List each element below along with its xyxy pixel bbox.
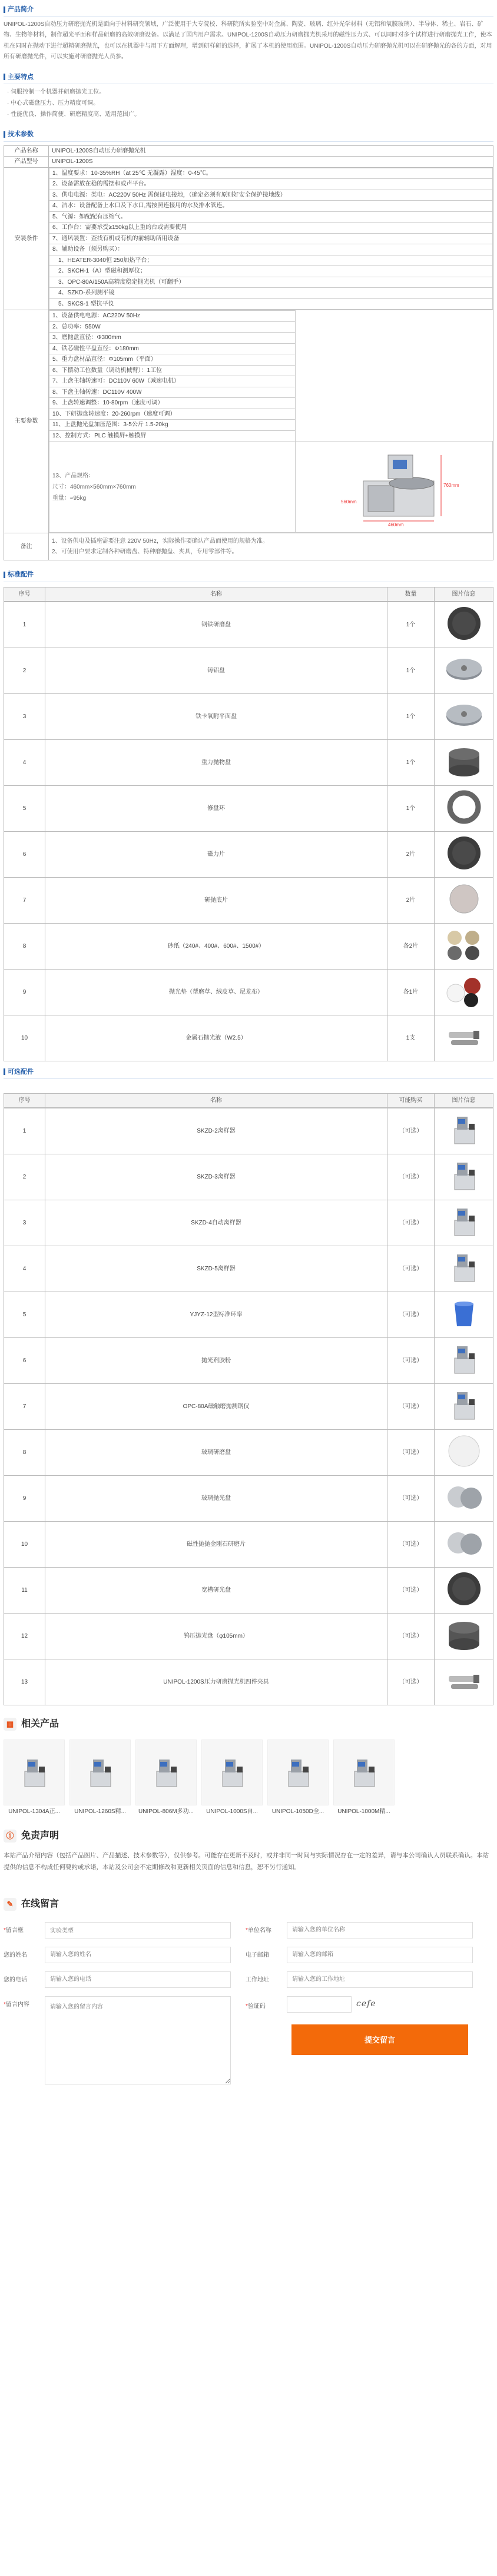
optional-accessories-table	[4, 1093, 493, 1108]
env-line: 1、温度要求：10-35%RH（at 25℃ 无凝露）湿度：0-45℃。	[49, 168, 493, 179]
heading-bar	[4, 572, 5, 578]
machine-picture	[445, 1249, 483, 1286]
row-name: 铁卡氧附平面盘	[45, 693, 387, 739]
note-line: 1、设备供电及插座需要注意 220V 50Hz，实际操作要确认产品而使用的规格为准。	[52, 537, 269, 545]
row-no: 9	[4, 1476, 45, 1522]
col-no: 序号	[4, 1094, 45, 1108]
env-line: 4、SZKD-系列测平镜	[49, 288, 493, 299]
related-product-image[interactable]	[69, 1740, 131, 1805]
row-qty: 1支	[387, 1015, 435, 1061]
disclaimer-heading	[4, 1824, 493, 1848]
related-product-card[interactable]	[333, 1740, 395, 1816]
row-qty: （可选）	[387, 1246, 435, 1292]
field-label: *留言框	[4, 1927, 24, 1934]
dark-disc-picture	[445, 1570, 483, 1608]
optional-accessories-body	[4, 1108, 493, 1705]
row-no: 1	[4, 602, 45, 648]
row-qty: 2片	[387, 877, 435, 923]
related-product-card[interactable]	[201, 1740, 263, 1816]
machine-dimension-illustration	[329, 444, 459, 527]
row-name: 研抛底片	[45, 877, 387, 923]
env-line: 4、洁水：设备配备上水口及下水口,需按照连接用的水及排水管连。	[49, 201, 493, 212]
main-line: 4、铁芯磁性平盘直径：Φ180mm	[49, 343, 296, 354]
machine-picture	[81, 1754, 119, 1791]
env-line: 2、SKCH-1（A）型磁和测厚仪；	[49, 266, 493, 277]
row-no: 12	[4, 1614, 45, 1659]
row-name: 重力抛物盘	[45, 739, 387, 785]
table-row	[4, 739, 493, 785]
table-row	[4, 145, 493, 157]
main-blank	[296, 311, 493, 441]
row-image	[435, 693, 493, 739]
machine-picture	[445, 1157, 483, 1194]
table-row	[4, 1338, 493, 1384]
row-qty: （可选）	[387, 1200, 435, 1246]
row-name: UNIPOL-1200S压力研磨抛光机四件夹具	[45, 1659, 387, 1705]
related-product-card[interactable]	[69, 1740, 131, 1816]
message-icon: ✎	[4, 1898, 16, 1911]
dim-height: 760mm	[443, 482, 459, 488]
dark-cyl-picture	[445, 742, 483, 780]
message-heading	[4, 1893, 493, 1916]
message-title: 在线留言	[21, 1898, 59, 1909]
discs3-picture	[445, 972, 483, 1010]
row-name: 钨压抛光盘（φ105mm）	[45, 1614, 387, 1659]
row-qty: 1个	[387, 785, 435, 831]
phone-field[interactable]	[45, 1971, 231, 1988]
main-line: 8、下盘主轴转速：DC110V 400W	[49, 387, 296, 398]
heading-bar	[4, 6, 5, 13]
main-line: 5、重力盘材晶直径：Φ105mm（平面）	[49, 354, 296, 366]
table-row	[4, 1200, 493, 1246]
related-product-card[interactable]	[4, 1740, 65, 1816]
row-no: 2	[4, 648, 45, 693]
spec-label: 产品型号	[4, 157, 49, 168]
env-line: 7、通风装置：查找有机或有机的前辅助所用设备	[49, 233, 493, 244]
col-name: 名称	[45, 587, 387, 601]
row-qty: （可选）	[387, 1338, 435, 1384]
row-name: SKZD-3离样器	[45, 1154, 387, 1200]
row-no: 4	[4, 1246, 45, 1292]
table-row	[4, 1154, 493, 1200]
machine-picture	[15, 1754, 53, 1791]
row-name: SKZD-4自动离样器	[45, 1200, 387, 1246]
machine-picture	[213, 1754, 251, 1791]
row-qty: （可选）	[387, 1522, 435, 1568]
feature-item: · 性能优良、操作简便、研磨精度高、适用范围广。	[7, 111, 141, 118]
related-products	[4, 1736, 493, 1820]
row-name: OPC-80A磁触磨抛测钢仪	[45, 1384, 387, 1430]
row-name: 砂纸（240#、400#、600#、1500#）	[45, 923, 387, 969]
dims-figure-cell	[296, 441, 493, 533]
env-line: 8、辅助设备（须另购买）：	[49, 244, 493, 255]
spec-value: UNIPOL-1200S	[49, 157, 493, 168]
spec-label: 备注	[4, 533, 49, 560]
row-no: 6	[4, 1338, 45, 1384]
row-no: 7	[4, 877, 45, 923]
row-image	[435, 1338, 493, 1384]
row-image	[435, 1015, 493, 1061]
env-line: 1、HEATER-3040恒 250加热平台；	[49, 255, 493, 266]
main-line: 1、设备供电电源：AC220V 50Hz	[49, 311, 296, 322]
col-qty: 数量	[387, 587, 435, 601]
row-qty: （可选）	[387, 1568, 435, 1614]
grey-disc-picture	[445, 696, 483, 734]
row-no: 10	[4, 1015, 45, 1061]
standard-heading	[4, 567, 493, 582]
row-name: 抛光剂胶粉	[45, 1338, 387, 1384]
row-image	[435, 1108, 493, 1154]
optional-heading	[4, 1065, 493, 1080]
spec-label: 主要参数	[4, 310, 49, 533]
env-line: 6、工作台：需要承受≥150kg以上重的台或需要使用	[49, 223, 493, 234]
product-detail	[0, 2, 497, 2084]
captcha-field[interactable]	[287, 1996, 352, 2013]
row-name: 宽槽研光盘	[45, 1568, 387, 1614]
row-no: 7	[4, 1384, 45, 1430]
row-name: 玻璃研磨盘	[45, 1430, 387, 1476]
email-field[interactable]	[287, 1947, 473, 1963]
row-no: 8	[4, 923, 45, 969]
spec-label: 安装条件	[4, 167, 49, 310]
heading-bar	[4, 131, 5, 138]
row-name: 玻璃抛光盘	[45, 1476, 387, 1522]
row-name: 钢铁研磨盘	[45, 602, 387, 648]
env-line: 5、SKCS-1 型抗平仪	[49, 298, 493, 310]
row-no: 1	[4, 1108, 45, 1154]
row-image	[435, 877, 493, 923]
row-no: 6	[4, 831, 45, 877]
machine-picture	[445, 1111, 483, 1148]
row-qty: 1个	[387, 602, 435, 648]
main-line: 12、控制方式：PLC 触摸屏+触摸屏	[49, 430, 296, 441]
col-img: 图片信息	[435, 587, 493, 601]
discs4-picture	[445, 926, 483, 964]
related-product-image[interactable]	[4, 1740, 65, 1805]
dims-line: 尺寸：460mm×560mm×760mm	[52, 483, 136, 490]
main-line: 6、下摆动工位数量（调动机械臂）：1工位	[49, 365, 296, 376]
row-name: 铸铝盘	[45, 648, 387, 693]
env-cell	[49, 167, 493, 310]
row-image	[435, 648, 493, 693]
machine-picture	[279, 1754, 317, 1791]
row-qty: 1个	[387, 648, 435, 693]
grid-icon: ▦	[4, 1718, 16, 1731]
features-heading-text: 主要特点	[8, 73, 34, 81]
notes-cell	[49, 533, 493, 560]
row-qty: （可选）	[387, 1154, 435, 1200]
table-row	[4, 648, 493, 693]
row-name: 抛光垫（帮磨草、绒皮草、尼龙布）	[45, 969, 387, 1015]
related-product-name[interactable]: UNIPOL-1050D全...	[271, 1808, 324, 1815]
main-line: 11、上盘抛光盘加压范围：3-5公斤 1.5-20kg	[49, 420, 296, 431]
row-qty: （可选）	[387, 1384, 435, 1430]
note-line: 2、可使用户要求定制各种研磨盘、特种磨抛盘、夹具，专用零部件等。	[52, 548, 238, 555]
row-image	[435, 969, 493, 1015]
silver-disc-picture	[445, 880, 483, 918]
white-disc-picture	[445, 1432, 483, 1470]
dims-line: 13、产品规格：	[52, 472, 95, 479]
table-row	[4, 602, 493, 648]
intro-heading	[4, 2, 493, 17]
table-row	[4, 1659, 493, 1705]
spec-label: 产品名称	[4, 145, 49, 157]
table-row	[4, 1108, 493, 1154]
field-label: *留言内容	[4, 2001, 29, 2008]
table-row	[4, 1384, 493, 1430]
row-no: 5	[4, 1292, 45, 1338]
discs2-picture	[445, 1524, 483, 1562]
row-image	[435, 1246, 493, 1292]
related-product-image[interactable]	[267, 1740, 329, 1805]
tech-heading	[4, 127, 493, 142]
main-table	[49, 310, 493, 533]
table-row	[4, 310, 493, 533]
features-heading	[4, 70, 493, 85]
related-product-name[interactable]: UNIPOL-806M多功...	[138, 1808, 194, 1815]
row-name: SKZD-5离样器	[45, 1246, 387, 1292]
row-qty: 1个	[387, 739, 435, 785]
dark-cyl-picture	[445, 1616, 483, 1654]
row-image	[435, 1200, 493, 1246]
row-no: 5	[4, 785, 45, 831]
tech-heading-text: 技术参数	[8, 131, 34, 138]
field-label: *验证码	[246, 2003, 266, 2010]
col-opt: 可能购买	[387, 1094, 435, 1108]
machine-picture	[445, 1386, 483, 1424]
row-name: 金属石抛光液（W2.5）	[45, 1015, 387, 1061]
col-img: 图片信息	[435, 1094, 493, 1108]
discs2-picture	[445, 1478, 483, 1516]
row-no: 8	[4, 1430, 45, 1476]
table-row	[4, 1246, 493, 1292]
intro-text: UNIPOL-1200S自动压力研磨抛光机是面向于材料研究领域，广泛使用于大专院校、科研院所实验室中对金属、陶瓷、玻璃、红外光学材料（无铝和氧膜玻璃）、半导体、稀土、岩石、矿物、生物等材料，制作超光平面和样品研磨的高效研磨设备。以满足了国内用户需求。UNIPOL-1200S自动压力研磨抛光机采用的磁性压力式、可以同时对多个试样进行研磨抛光工作，使本机在同时在抛动下进行超精研磨抛光，也可以在机器中与用下方面解理，增到研样研的选择，扩展了本机的使用范围。UNIPOL-1200S自动压力研磨抛光机可以在研磨抛光的各的方面，对用所有研磨抛光件，可以实施对研磨抛光人员参。	[4, 21, 492, 60]
env-line: 3、OPC-80A/150A高精度稳定抛光机（可翻手）	[49, 277, 493, 288]
env-line: 2、设备需放在稳的需摆和或声平台。	[49, 179, 493, 190]
row-qty: （可选）	[387, 1430, 435, 1476]
related-product-image[interactable]	[201, 1740, 263, 1805]
row-no: 9	[4, 969, 45, 1015]
related-product-card[interactable]	[267, 1740, 329, 1816]
field-label: 您的姓名	[4, 1951, 27, 1958]
table-header-row	[4, 1094, 493, 1108]
dims-line: 重量：≈95kg	[52, 494, 87, 502]
col-no: 序号	[4, 587, 45, 601]
info-icon: ⓘ	[4, 1830, 16, 1843]
row-no: 3	[4, 1200, 45, 1246]
related-product-image[interactable]	[333, 1740, 395, 1805]
row-image	[435, 1154, 493, 1200]
field-label: 电子邮箱	[246, 1951, 269, 1958]
table-header-row	[4, 587, 493, 601]
table-row	[4, 969, 493, 1015]
main-cell	[49, 310, 493, 533]
row-no: 10	[4, 1522, 45, 1568]
table-row	[4, 693, 493, 739]
row-image	[435, 1659, 493, 1705]
related-product-name[interactable]: UNIPOL-1000S自...	[206, 1808, 258, 1815]
related-product-card[interactable]	[135, 1740, 197, 1816]
machine-picture	[345, 1754, 383, 1791]
dark-disc-picture	[445, 834, 483, 872]
machine-picture	[147, 1754, 185, 1791]
row-qty: （可选）	[387, 1614, 435, 1659]
related-heading	[4, 1712, 493, 1736]
related-product-image[interactable]	[135, 1740, 197, 1805]
dim-depth: 560mm	[341, 499, 357, 504]
table-row	[4, 1015, 493, 1061]
env-table	[49, 168, 493, 310]
table-row	[4, 1476, 493, 1522]
row-qty: 2片	[387, 831, 435, 877]
row-image	[435, 739, 493, 785]
row-no: 4	[4, 739, 45, 785]
env-line: 5、气源：如配配有压缩气。	[49, 211, 493, 223]
related-title: 相关产品	[21, 1719, 59, 1729]
table-row	[4, 831, 493, 877]
address-field[interactable]	[287, 1971, 473, 1988]
captcha-image[interactable]: cefe	[356, 1999, 376, 2009]
table-row	[4, 157, 493, 168]
main-line: 10、下研抛盘转速度：20-260rpm（速度可调）	[49, 409, 296, 420]
row-no: 3	[4, 693, 45, 739]
field-label: 您的电话	[4, 1976, 27, 1983]
row-image	[435, 602, 493, 648]
row-image	[435, 1568, 493, 1614]
main-line: 9、上盘转速调整：10-80rpm（速度可调）	[49, 398, 296, 409]
row-qty: 1个	[387, 693, 435, 739]
row-qty: （可选）	[387, 1292, 435, 1338]
message-form	[4, 1922, 493, 2084]
row-image	[435, 1292, 493, 1338]
intro-heading-text: 产品简介	[8, 6, 34, 13]
main-line: 7、上盘主轴转速可：DC110V 60W（减速电机）	[49, 376, 296, 387]
table-row	[4, 1568, 493, 1614]
name-field[interactable]	[45, 1947, 231, 1963]
standard-accessories-body	[4, 602, 493, 1061]
col-name: 名称	[45, 1094, 387, 1108]
tube-picture	[445, 1662, 483, 1699]
row-no: 2	[4, 1154, 45, 1200]
dark-disc-picture	[445, 605, 483, 642]
row-image	[435, 1522, 493, 1568]
row-image	[435, 1476, 493, 1522]
disclaimer-title: 免责声明	[21, 1831, 59, 1841]
table-row	[4, 1292, 493, 1338]
table-row	[4, 785, 493, 831]
related-product-name[interactable]: UNIPOL-1260S精...	[74, 1808, 126, 1815]
row-image	[435, 1614, 493, 1659]
env-line: 3、供电电源：类电：AC220V 50Hz 需保证电接地，（确定必须有原则好安全保护接地线）	[49, 190, 493, 201]
main-line: 2、总功率：550W	[49, 321, 296, 333]
row-name: 磁力片	[45, 831, 387, 877]
heading-bar	[4, 1068, 5, 1075]
tech-spec-table	[4, 145, 493, 561]
field-label: *单位名称	[246, 1927, 271, 1934]
machine-picture	[445, 1340, 483, 1378]
cup-picture	[445, 1294, 483, 1332]
table-row	[4, 877, 493, 923]
row-no: 13	[4, 1659, 45, 1705]
row-image	[435, 923, 493, 969]
row-image	[435, 785, 493, 831]
feature-list	[4, 84, 493, 122]
row-qty: （可选）	[387, 1659, 435, 1705]
grey-disc-picture	[445, 650, 483, 688]
related-product-name[interactable]: UNIPOL-1000M精...	[337, 1808, 390, 1815]
row-name: 磁性抛抛金刚石研磨片	[45, 1522, 387, 1568]
row-image	[435, 1384, 493, 1430]
standard-accessories-table	[4, 587, 493, 602]
row-qty: 各1片	[387, 969, 435, 1015]
company-field[interactable]	[287, 1922, 473, 1938]
standard-heading-text: 标准配件	[8, 571, 34, 578]
heading-bar	[4, 74, 5, 80]
row-qty: （可选）	[387, 1476, 435, 1522]
feature-item: · 伺服控制一个机器并研磨抛光工位。	[7, 89, 105, 95]
row-image	[435, 831, 493, 877]
optional-heading-text: 可选配件	[8, 1068, 34, 1075]
table-row	[4, 1614, 493, 1659]
table-row	[4, 167, 493, 310]
table-row	[4, 923, 493, 969]
feature-item: · 中心式磁盘压力、压力精度可调。	[7, 100, 100, 107]
row-name: SKZD-2离样器	[45, 1108, 387, 1154]
spec-value: UNIPOL-1200S自动压力研磨抛光机	[49, 145, 493, 157]
dim-width: 460mm	[388, 522, 404, 527]
table-row	[4, 533, 493, 560]
tube-picture	[445, 1018, 483, 1055]
product-field[interactable]	[45, 1922, 231, 1938]
row-no: 11	[4, 1568, 45, 1614]
ring-picture	[445, 788, 483, 826]
row-name: 修盘环	[45, 785, 387, 831]
row-name: YJYZ-12型标准环率	[45, 1292, 387, 1338]
disclaimer-text: 本站产品介绍内容（包括产品图片、产品描述、技术参数等），仅供参考。可能存在更新不及时，或并非同一时间与实际情况存在一定的差异，请与本公司确认人员联系确认。本站提供的信息不构成任何要约或承诺，本站及公司会不定期修改和更新相关页面的信息和信息，恕不另行通知。	[4, 1852, 489, 1871]
dims-cell	[49, 441, 296, 533]
main-line: 3、磨抛盘直径：Φ300mm	[49, 333, 296, 344]
row-qty: （可选）	[387, 1108, 435, 1154]
row-image	[435, 1430, 493, 1476]
row-qty: 各2片	[387, 923, 435, 969]
machine-picture	[445, 1203, 483, 1240]
table-row	[4, 1430, 493, 1476]
message-content-field[interactable]	[45, 1996, 231, 2084]
table-row	[4, 1522, 493, 1568]
field-label: 工作地址	[246, 1976, 269, 1983]
related-product-name[interactable]: UNIPOL-1304A正...	[8, 1808, 60, 1815]
submit-button[interactable]: 提交留言	[291, 2024, 468, 2055]
